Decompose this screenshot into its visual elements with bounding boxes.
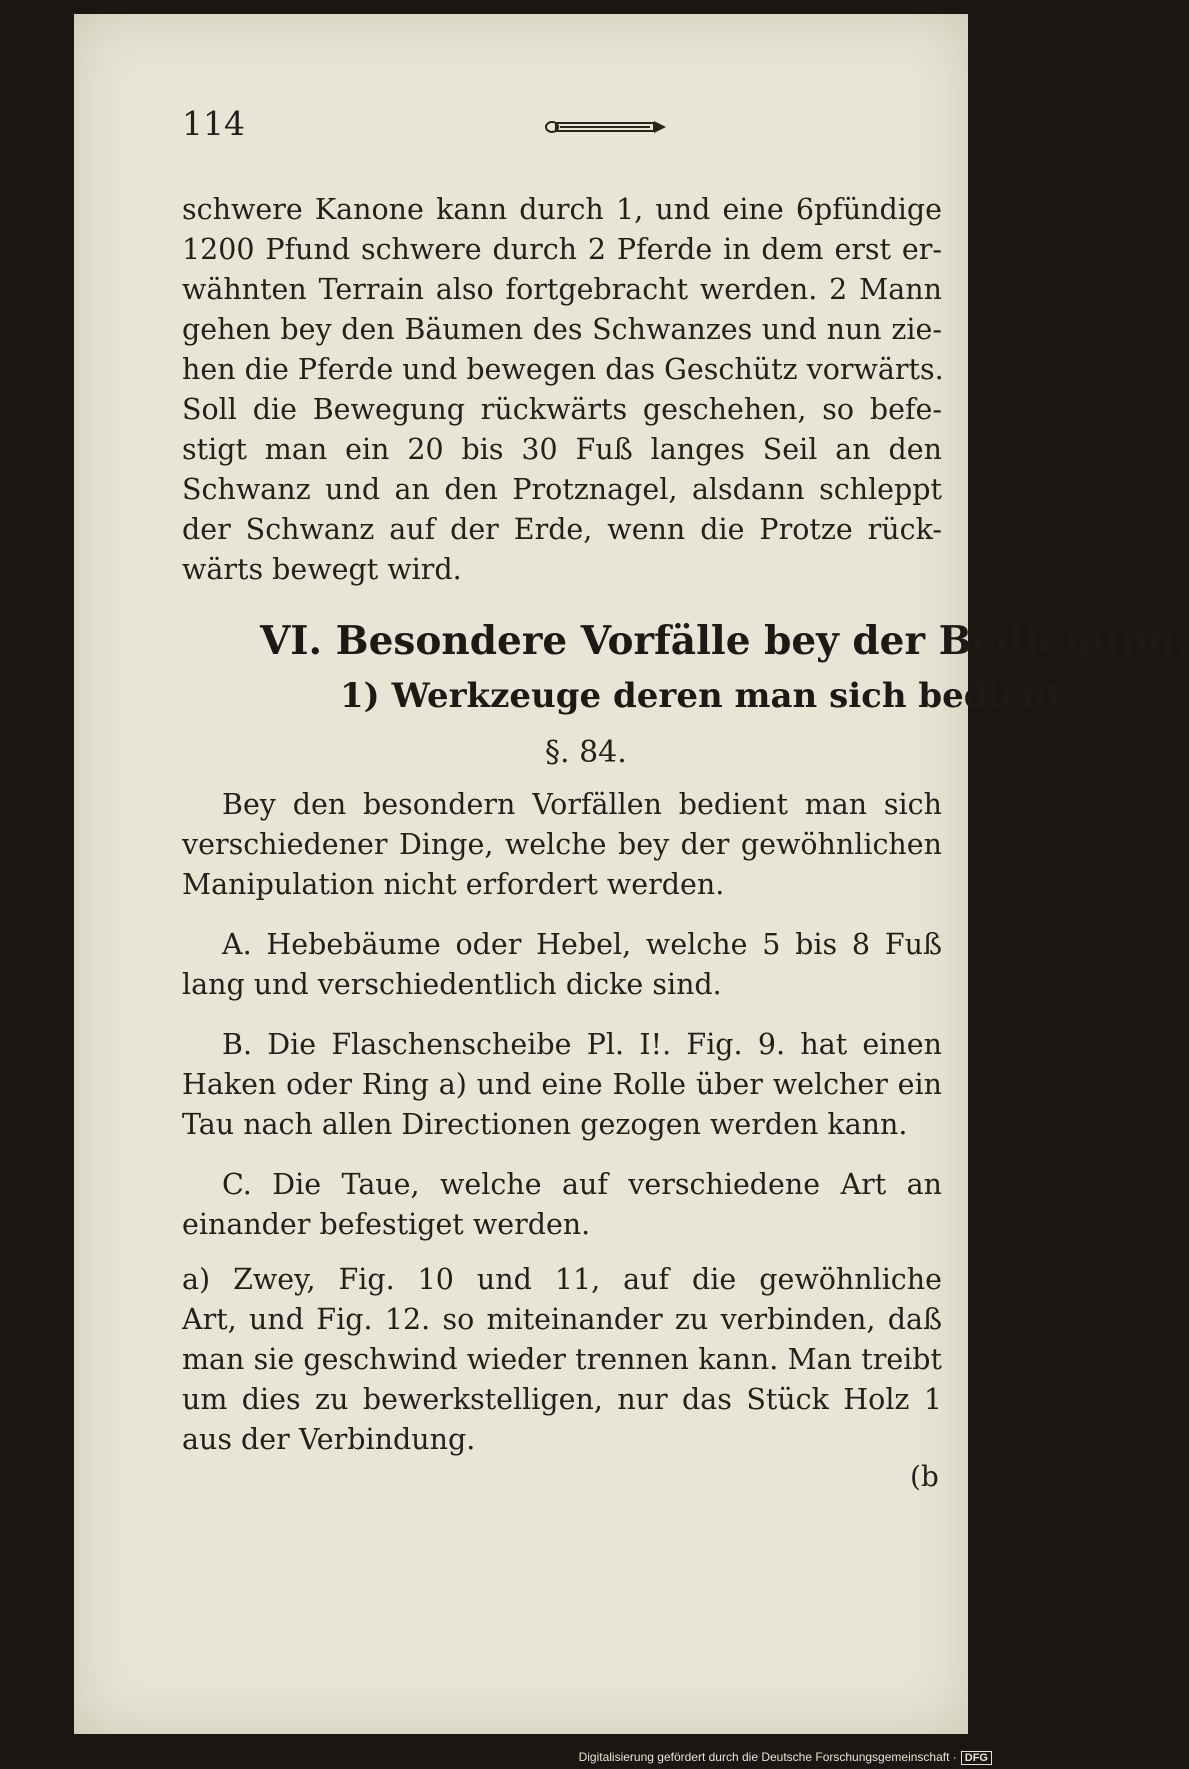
chapter-heading: VI. Besondere Vorfälle bey der Bedienung. — [260, 618, 1189, 664]
text-line: wähnten Terrain also fortgebracht werden. 2 Mann — [182, 273, 942, 306]
text-line: gehen bey den Bäumen des Schwanzes und nun zie- — [182, 313, 942, 346]
paragraph-4 — [182, 1025, 942, 1145]
text-line: man sie geschwind wieder trennen kann. Man treibt — [182, 1343, 942, 1376]
digitization-footer — [579, 1750, 992, 1765]
text-line: Tau nach allen Directionen gezogen werden kann. — [182, 1108, 908, 1141]
text-line: Soll die Bewegung rückwärts geschehen, so befe- — [182, 393, 942, 426]
paragraph-1 — [182, 190, 942, 590]
text-line: B. Die Flaschenscheibe Pl. I!. Fig. 9. hat einen — [222, 1028, 942, 1061]
text-line: wärts bewegt wird. — [182, 553, 462, 586]
dfg-logo-icon: DFG — [961, 1751, 992, 1765]
paragraph-5 — [182, 1165, 942, 1245]
ornament-rule-icon — [540, 116, 670, 138]
text-line: Haken oder Ring a) und eine Rolle über welcher ein — [182, 1068, 942, 1101]
text-line: Manipulation nicht erfordert werden. — [182, 868, 725, 901]
sub-heading: 1) Werkzeuge deren man sich bedient. — [340, 676, 1075, 716]
text-line: stigt man ein 20 bis 30 Fuß langes Seil an den — [182, 433, 942, 466]
text-line: um dies zu bewerkstelligen, nur das Stück Holz 1 — [182, 1383, 942, 1416]
paragraph-3 — [182, 925, 942, 1005]
text-line: einander befestiget werden. — [182, 1208, 591, 1241]
catchword: (b — [910, 1460, 939, 1493]
paragraph-2 — [182, 785, 942, 905]
page-number: 114 — [182, 104, 245, 143]
text-line: aus der Verbindung. — [182, 1423, 476, 1456]
text-line: Bey den besondern Vorfällen bedient man sich — [222, 788, 942, 821]
text-line: hen die Pferde und bewegen das Geschütz vorwärts. — [182, 353, 944, 386]
text-line: lang und verschiedentlich dicke sind. — [182, 968, 722, 1001]
text-line: der Schwanz auf der Erde, wenn die Protze rück- — [182, 513, 942, 546]
text-line: verschiedener Dinge, welche bey der gewöhnlichen — [182, 828, 942, 861]
paragraph-6 — [182, 1260, 942, 1460]
text-line: Schwanz und an den Protznagel, alsdann schleppt — [182, 473, 942, 506]
text-line: 1200 Pfund schwere durch 2 Pferde in dem erst er- — [182, 233, 942, 266]
section-number: §. 84. — [545, 735, 627, 770]
footer-text: Digitalisierung gefördert durch die Deutsche Forschungsgemeinschaft · — [578, 1750, 957, 1764]
text-line: schwere Kanone kann durch 1, und eine 6pfündige — [182, 193, 942, 226]
text-line: A. Hebebäume oder Hebel, welche 5 bis 8 Fuß — [222, 928, 942, 961]
text-line: Art, und Fig. 12. so miteinander zu verbinden, daß — [182, 1303, 942, 1336]
text-line: C. Die Taue, welche auf verschiedene Art an — [222, 1168, 942, 1201]
text-line: a) Zwey, Fig. 10 und 11, auf die gewöhnliche — [182, 1263, 942, 1296]
